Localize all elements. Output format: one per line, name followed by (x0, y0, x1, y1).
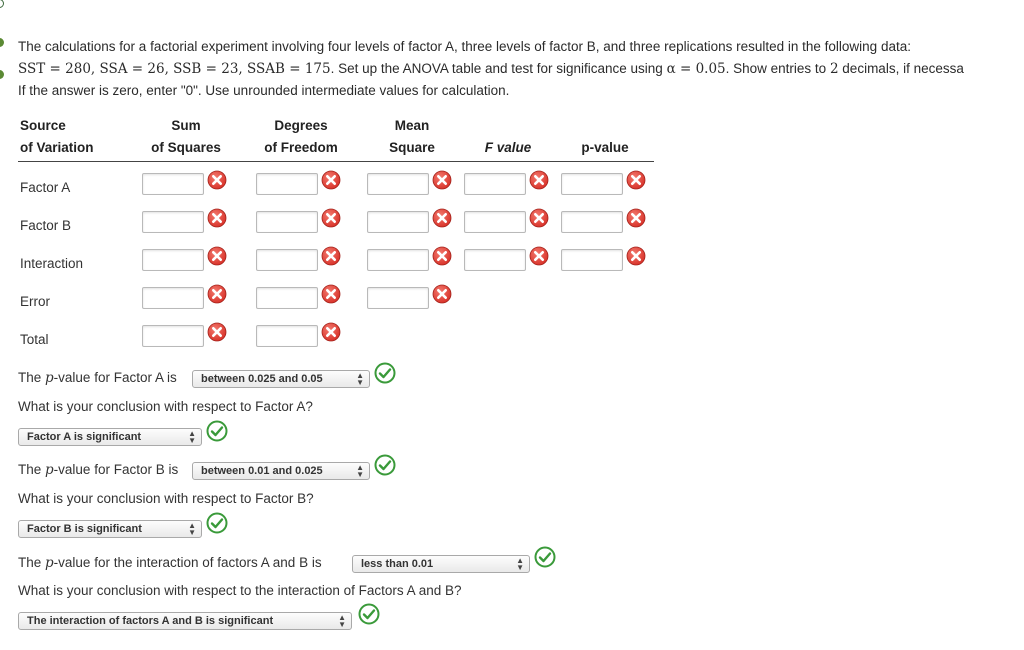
factor-a-f-value-input[interactable] (464, 173, 526, 195)
interaction-sum-of-squares-input[interactable] (142, 249, 204, 271)
question-pvalue-factor-b (18, 462, 178, 478)
factor-b-f-value-input[interactable] (464, 211, 526, 233)
row-label-interaction: Interaction (20, 256, 84, 271)
check-icon (206, 512, 228, 534)
select-arrows-icon: ▲ ▼ (356, 463, 364, 479)
error-sum-of-squares-input[interactable] (142, 287, 204, 309)
header-text: Source (20, 118, 66, 133)
error-x-icon (529, 246, 549, 266)
select-value: between 0.025 and 0.05 (201, 373, 323, 385)
conclusion-interaction-select[interactable] (18, 612, 352, 630)
conclusion-factor-a-select[interactable] (18, 428, 202, 446)
header-text: of Variation (20, 140, 94, 155)
error-x-icon (207, 322, 227, 342)
error-x-icon (529, 170, 549, 190)
alpha-value: α = 0.05 (666, 61, 726, 77)
row-label-factor-a: Factor A (20, 180, 71, 195)
q-text: -value for Factor A is (53, 370, 177, 385)
q-text: p (45, 462, 54, 478)
question-conclusion-factor-b: What is your conclusion with respect to Factor B? (18, 491, 314, 506)
select-arrows-icon: ▲ ▼ (188, 521, 196, 537)
question-conclusion-factor-a: What is your conclusion with respect to Factor A? (18, 399, 313, 414)
row-label-factor-b: Factor B (20, 218, 72, 233)
intro-line-3: If the answer is zero, enter "0". Use unrounded intermediate values for calculation. (18, 83, 510, 98)
select-value: Factor A is significant (27, 431, 142, 443)
factor-b-mean-square-input[interactable] (367, 211, 429, 233)
conclusion-factor-b-select[interactable] (18, 520, 202, 538)
header-f-value: F value (484, 140, 532, 155)
check-icon (534, 546, 556, 568)
q-text: The (18, 462, 46, 477)
intro-text: . Show entries to (725, 61, 830, 76)
row-label-total: Total (20, 332, 49, 347)
decimals-count: 2 (829, 61, 839, 77)
error-x-icon (432, 284, 452, 304)
interaction-p-value-input[interactable] (561, 249, 623, 271)
header-text: of Freedom (264, 140, 338, 155)
q-text: -value for the interaction of factors A and B is (53, 555, 322, 570)
error-x-icon (321, 170, 341, 190)
error-x-icon (207, 208, 227, 228)
header-mean-square (370, 115, 454, 159)
problem-statement (18, 36, 1024, 102)
select-value: The interaction of factors A and B is significant (27, 615, 274, 627)
interaction-mean-square-input[interactable] (367, 249, 429, 271)
header-divider (18, 161, 654, 162)
error-mean-square-input[interactable] (367, 287, 429, 309)
error-x-icon (321, 322, 341, 342)
error-x-icon (432, 170, 452, 190)
header-text: Mean (394, 118, 430, 133)
status-dot (0, 0, 4, 8)
select-arrows-icon: ▲ ▼ (516, 556, 524, 572)
q-text: p (45, 555, 54, 571)
error-degrees-of-freedom-input[interactable] (256, 287, 318, 309)
select-value: less than 0.01 (361, 558, 434, 570)
error-x-icon (321, 246, 341, 266)
error-x-icon (626, 208, 646, 228)
factor-a-p-value-input[interactable] (561, 173, 623, 195)
select-value: between 0.01 and 0.025 (201, 465, 323, 477)
q-text: p (45, 370, 54, 386)
check-icon (374, 454, 396, 476)
check-icon (206, 420, 228, 442)
intro-line-2 (18, 58, 1024, 80)
error-x-icon (529, 208, 549, 228)
question-conclusion-interaction: What is your conclusion with respect to the interaction of Factors A and B? (18, 583, 462, 598)
intro-line-1: The calculations for a factorial experiment involving four levels of factor A, three levels of factor B, and three replications resulted in the following data: (18, 39, 911, 54)
intro-text: . Set up the ANOVA table and test for significance using (330, 61, 667, 76)
error-x-icon (321, 208, 341, 228)
select-arrows-icon: ▲ ▼ (188, 429, 196, 445)
factor-b-p-value-input[interactable] (561, 211, 623, 233)
error-x-icon (432, 208, 452, 228)
header-p-value: p-value (581, 140, 629, 155)
pvalue-interaction-select[interactable] (352, 555, 530, 573)
row-label-error: Error (20, 294, 50, 309)
question-pvalue-factor-a (18, 370, 177, 386)
q-text: -value for Factor B is (53, 462, 179, 477)
q-text: The (18, 555, 46, 570)
header-text: Square (389, 140, 435, 155)
error-x-icon (207, 170, 227, 190)
total-sum-of-squares-input[interactable] (142, 325, 204, 347)
select-value: Factor B is significant (27, 523, 142, 535)
error-x-icon (626, 246, 646, 266)
question-pvalue-interaction (18, 555, 322, 571)
q-text: The (18, 370, 46, 385)
interaction-f-value-input[interactable] (464, 249, 526, 271)
select-arrows-icon: ▲ ▼ (338, 613, 346, 629)
error-x-icon (432, 246, 452, 266)
header-sum-of-squares (136, 115, 236, 159)
check-icon (358, 603, 380, 625)
pvalue-factor-b-select[interactable] (192, 462, 370, 480)
factor-b-sum-of-squares-input[interactable] (142, 211, 204, 233)
pvalue-factor-a-select[interactable] (192, 370, 370, 388)
factor-b-degrees-of-freedom-input[interactable] (256, 211, 318, 233)
factor-a-mean-square-input[interactable] (367, 173, 429, 195)
interaction-degrees-of-freedom-input[interactable] (256, 249, 318, 271)
given-values: SST = 280, SSA = 26, SSB = 23, SSAB = 175 (18, 61, 331, 77)
select-arrows-icon: ▲ ▼ (356, 371, 364, 387)
status-dot (0, 70, 4, 79)
error-x-icon (321, 284, 341, 304)
factor-a-sum-of-squares-input[interactable] (142, 173, 204, 195)
header-source (20, 115, 94, 159)
total-degrees-of-freedom-input[interactable] (256, 325, 318, 347)
status-dot (0, 38, 4, 47)
header-text: Sum (171, 118, 201, 133)
error-x-icon (207, 284, 227, 304)
check-icon (374, 362, 396, 384)
intro-text: decimals, if necessa (838, 61, 964, 76)
header-degrees-of-freedom (250, 115, 352, 159)
factor-a-degrees-of-freedom-input[interactable] (256, 173, 318, 195)
error-x-icon (207, 246, 227, 266)
header-text: of Squares (151, 140, 221, 155)
header-text: Degrees (274, 118, 328, 133)
error-x-icon (626, 170, 646, 190)
